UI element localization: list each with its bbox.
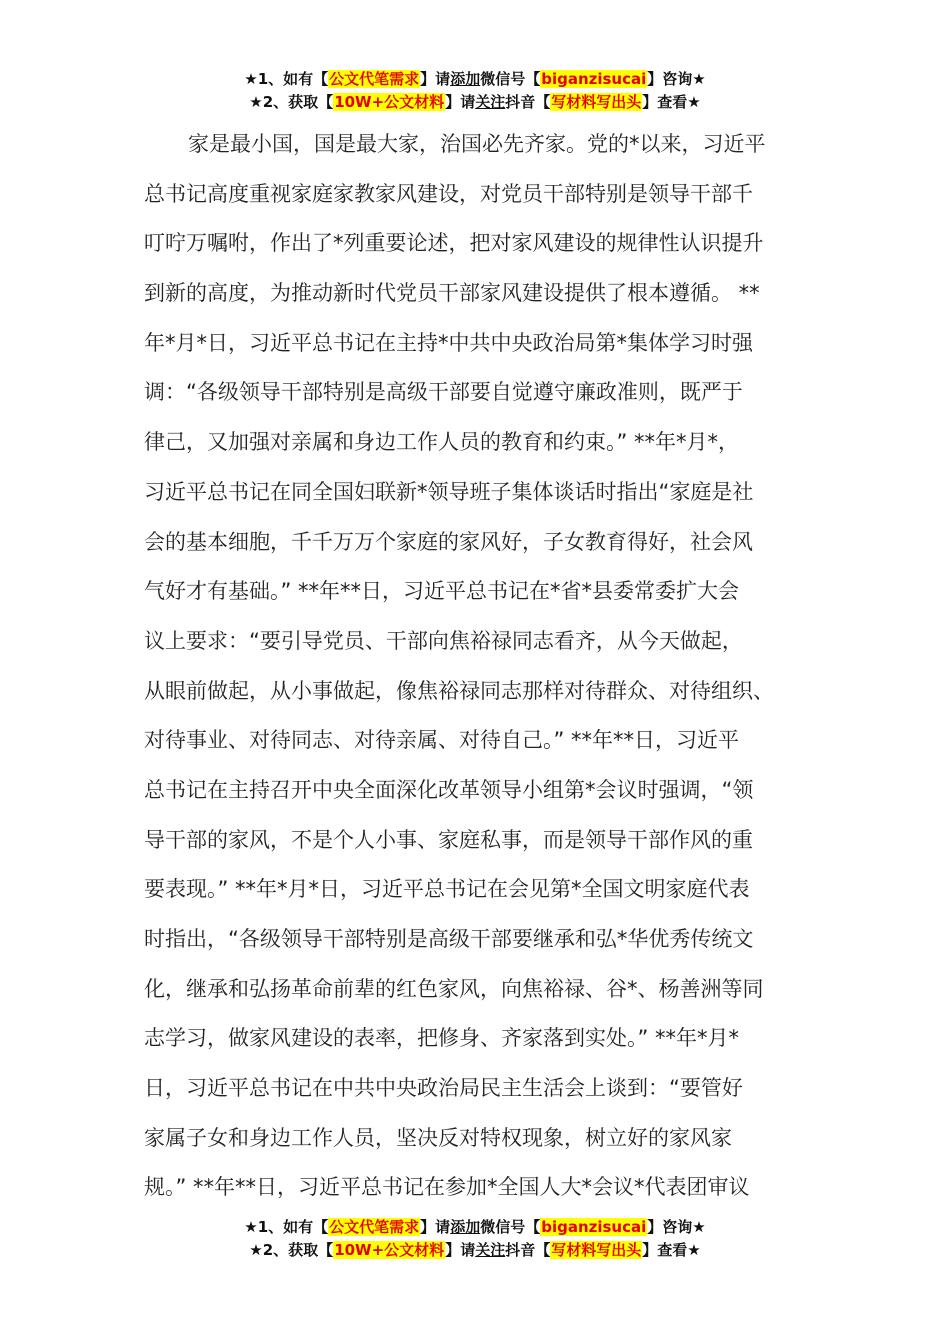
paragraph-line: 化，继承和弘扬革命前辈的红色家风，向焦裕禄、谷*、杨善洲等同 [144,976,764,1001]
banner-highlight: 10W+公文材料 [334,93,445,111]
banner-highlight: 公文代笔需求 [329,70,420,88]
banner-underlined-text: 关注 [475,1241,506,1259]
banner-text: 抖音【 [505,1241,551,1259]
banner-highlight: 公文代笔需求 [329,1218,420,1236]
body-paragraph [144,120,816,1213]
footer-banner [0,1216,950,1262]
banner-text: 】查看★ [642,1241,701,1259]
banner-line-1 [0,1216,950,1239]
banner-underlined-text: 添加 [450,70,481,88]
banner-line-2 [0,1239,950,1262]
paragraph-line: 日，习近平总书记在中共中央政治局民主生活会上谈到：“要管好 [144,1076,743,1101]
paragraph-line: 家属子女和身边工作人员，坚决反对特权现象，树立好的家风家 [144,1125,732,1150]
banner-text: 抖音【 [505,93,551,111]
paragraph-line: 叮咛万嘱咐，作出了*列重要论述，把对家风建设的规律性认识提升 [144,231,764,256]
paragraph-line: 志学习，做家风建设的表率，把修身、齐家落到实处。” **年*月* [144,1026,740,1051]
banner-text: ★2、获取【 [249,93,334,111]
banner-text: ★2、获取【 [249,1241,334,1259]
banner-highlight: 10W+公文材料 [334,1241,445,1259]
banner-text: ★1、如有【 [244,1218,329,1236]
banner-highlight: biganzisucai [541,1218,647,1236]
paragraph-line: 会的基本细胞，千千万万个家庭的家风好，子女教育得好，社会风 [144,529,753,554]
paragraph-line: 要表现。” **年*月*日，习近平总书记在会见第*全国文明家庭代表 [144,877,750,902]
paragraph-line: 规。” **年**日，习近平总书记在参加*全国人大*会议*代表团审议 [144,1175,750,1200]
banner-text: 】请 [445,1241,476,1259]
paragraph-line: 到新的高度，为推动新时代党员干部家风建设提供了根本遵循。 ** [144,281,760,306]
banner-text: 】咨询★ [647,70,706,88]
banner-text: 】查看★ [642,93,701,111]
banner-text: ★1、如有【 [244,70,329,88]
paragraph-line: 从眼前做起，从小事做起，像焦裕禄同志那样对待群众、对待组织、 [144,678,774,703]
banner-highlight: biganzisucai [541,70,647,88]
paragraph-line: 总书记在主持召开中央全面深化改革领导小组第*会议时强调，“领 [144,777,754,802]
banner-underlined-text: 添加 [450,1218,481,1236]
banner-line-1 [0,68,950,91]
paragraph-line: 总书记高度重视家庭家教家风建设，对党员干部特别是领导干部千 [144,181,753,206]
banner-highlight: 写材料写出头 [551,93,642,111]
banner-text: 】请 [420,1218,451,1236]
banner-text: 】咨询★ [647,1218,706,1236]
banner-line-2 [0,91,950,114]
paragraph-line: 对待事业、对待同志、对待亲属、对待自己。” **年**日，习近平 [144,728,740,753]
header-banner [0,68,950,114]
banner-text: 微信号【 [480,70,541,88]
paragraph-line: 时指出，“各级领导干部特别是高级干部要继承和弘*华优秀传统文 [144,927,754,951]
paragraph-line: 律己，又加强对亲属和身边工作人员的教育和约束。” **年*月*， [144,430,740,455]
paragraph-line: 习近平总书记在同全国妇联新*领导班子集体谈话时指出“家庭是社 [144,479,754,504]
paragraph-line: 导干部的家风，不是个人小事、家庭私事，而是领导干部作风的重 [144,827,753,852]
paragraph-line: 议上要求：“要引导党员、干部向焦裕禄同志看齐，从今天做起， [144,628,743,653]
paragraph-line: 年*月*日，习近平总书记在主持*中共中央政治局第*集体学习时强 [144,330,753,355]
paragraph-line: 家是最小国，国是最大家，治国必先齐家。党的*以来，习近平 [188,132,766,156]
paragraph-line: 调：“各级领导干部特别是高级干部要自觉遵守廉政准则，既严于 [144,380,743,405]
banner-highlight: 写材料写出头 [551,1241,642,1259]
banner-underlined-text: 关注 [475,93,506,111]
paragraph-line: 气好才有基础。” **年**日，习近平总书记在*省*县委常委扩大会 [144,579,740,604]
banner-text: 】请 [420,70,451,88]
banner-text: 微信号【 [480,1218,541,1236]
banner-text: 】请 [445,93,476,111]
